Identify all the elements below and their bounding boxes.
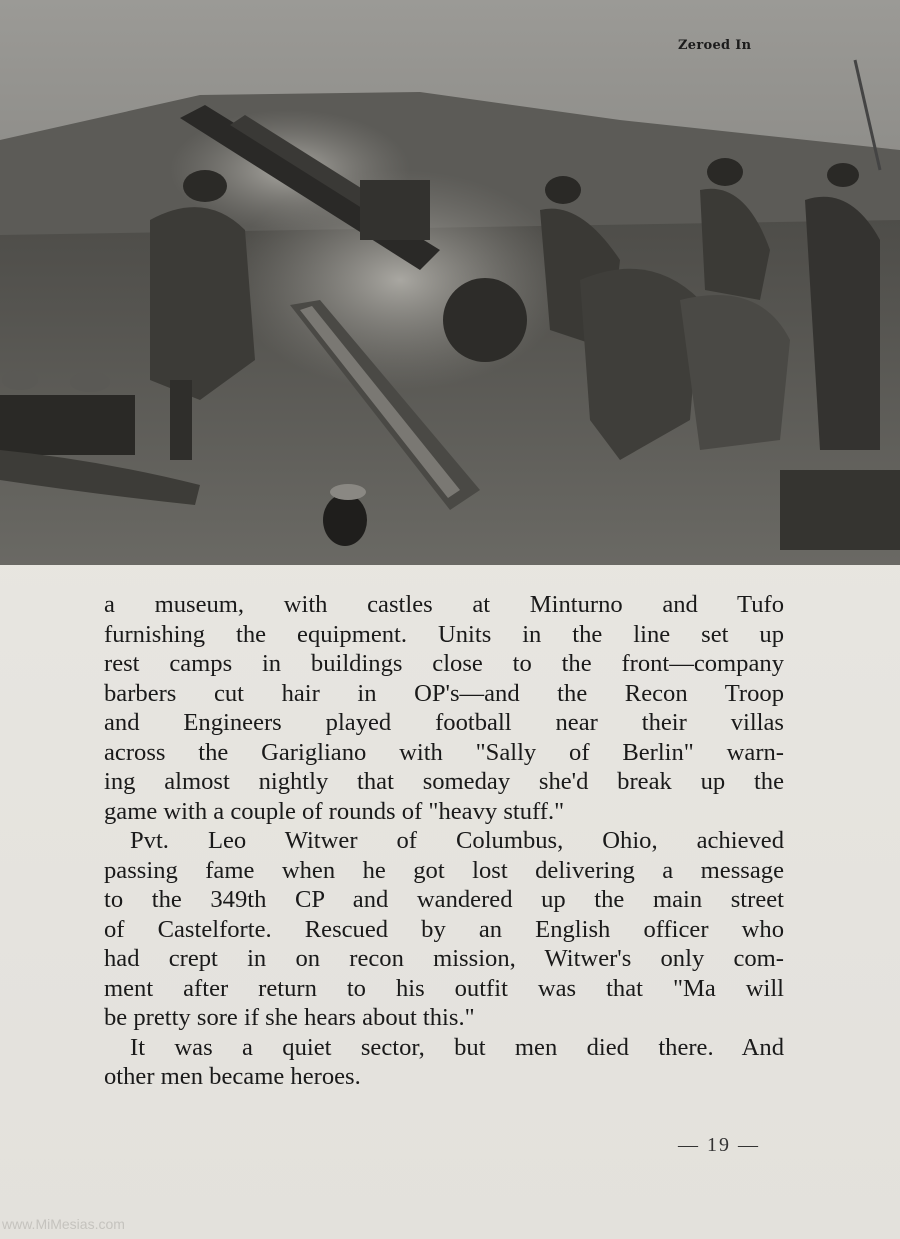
text-line: be pretty sore if she hears about this." [104, 1004, 475, 1031]
text-line: game with a couple of rounds of "heavy stuff." [104, 797, 565, 825]
text-line: It was a quiet sector, but men died there. And [130, 1033, 784, 1061]
paragraph-2 [104, 826, 784, 1033]
text-line: and Engineers played football near their villas [104, 709, 784, 736]
text-line: furnishing the equipment. Units in the line set up [104, 620, 784, 648]
text-line: passing fame when he got lost delivering a message [104, 856, 784, 884]
text-line: barbers cut hair in OP's—and the Recon Troop [104, 679, 784, 707]
text-line: other men became heroes. [104, 1063, 361, 1090]
paragraph-1 [104, 590, 784, 826]
text-line: ment after return to his outfit was that "Ma will [104, 974, 784, 1002]
paragraph-3 [104, 1033, 784, 1092]
running-title: Zeroed In [678, 38, 752, 53]
text-line: to the 349th CP and wandered up the main street [104, 886, 784, 913]
artillery-photo-illustration [0, 0, 900, 565]
page-number: — 19 — [678, 1134, 760, 1156]
text-line: across the Garigliano with "Sally of Berlin" warn- [104, 738, 784, 766]
text-line: ing almost nightly that someday she'd break up the [104, 768, 784, 795]
text-line: a museum, with castles at Minturno and Tufo [104, 591, 784, 618]
text-line: rest camps in buildings close to the front—company [104, 650, 784, 677]
text-line: of Castelforte. Rescued by an English officer who [104, 915, 784, 943]
text-line: Pvt. Leo Witwer of Columbus, Ohio, achieved [130, 827, 784, 854]
article-body [104, 590, 784, 1092]
artillery-photo [0, 0, 900, 565]
text-line: had crept in on recon mission, Witwer's only com- [104, 945, 784, 972]
watermark: www.MiMesias.com [2, 1216, 125, 1232]
